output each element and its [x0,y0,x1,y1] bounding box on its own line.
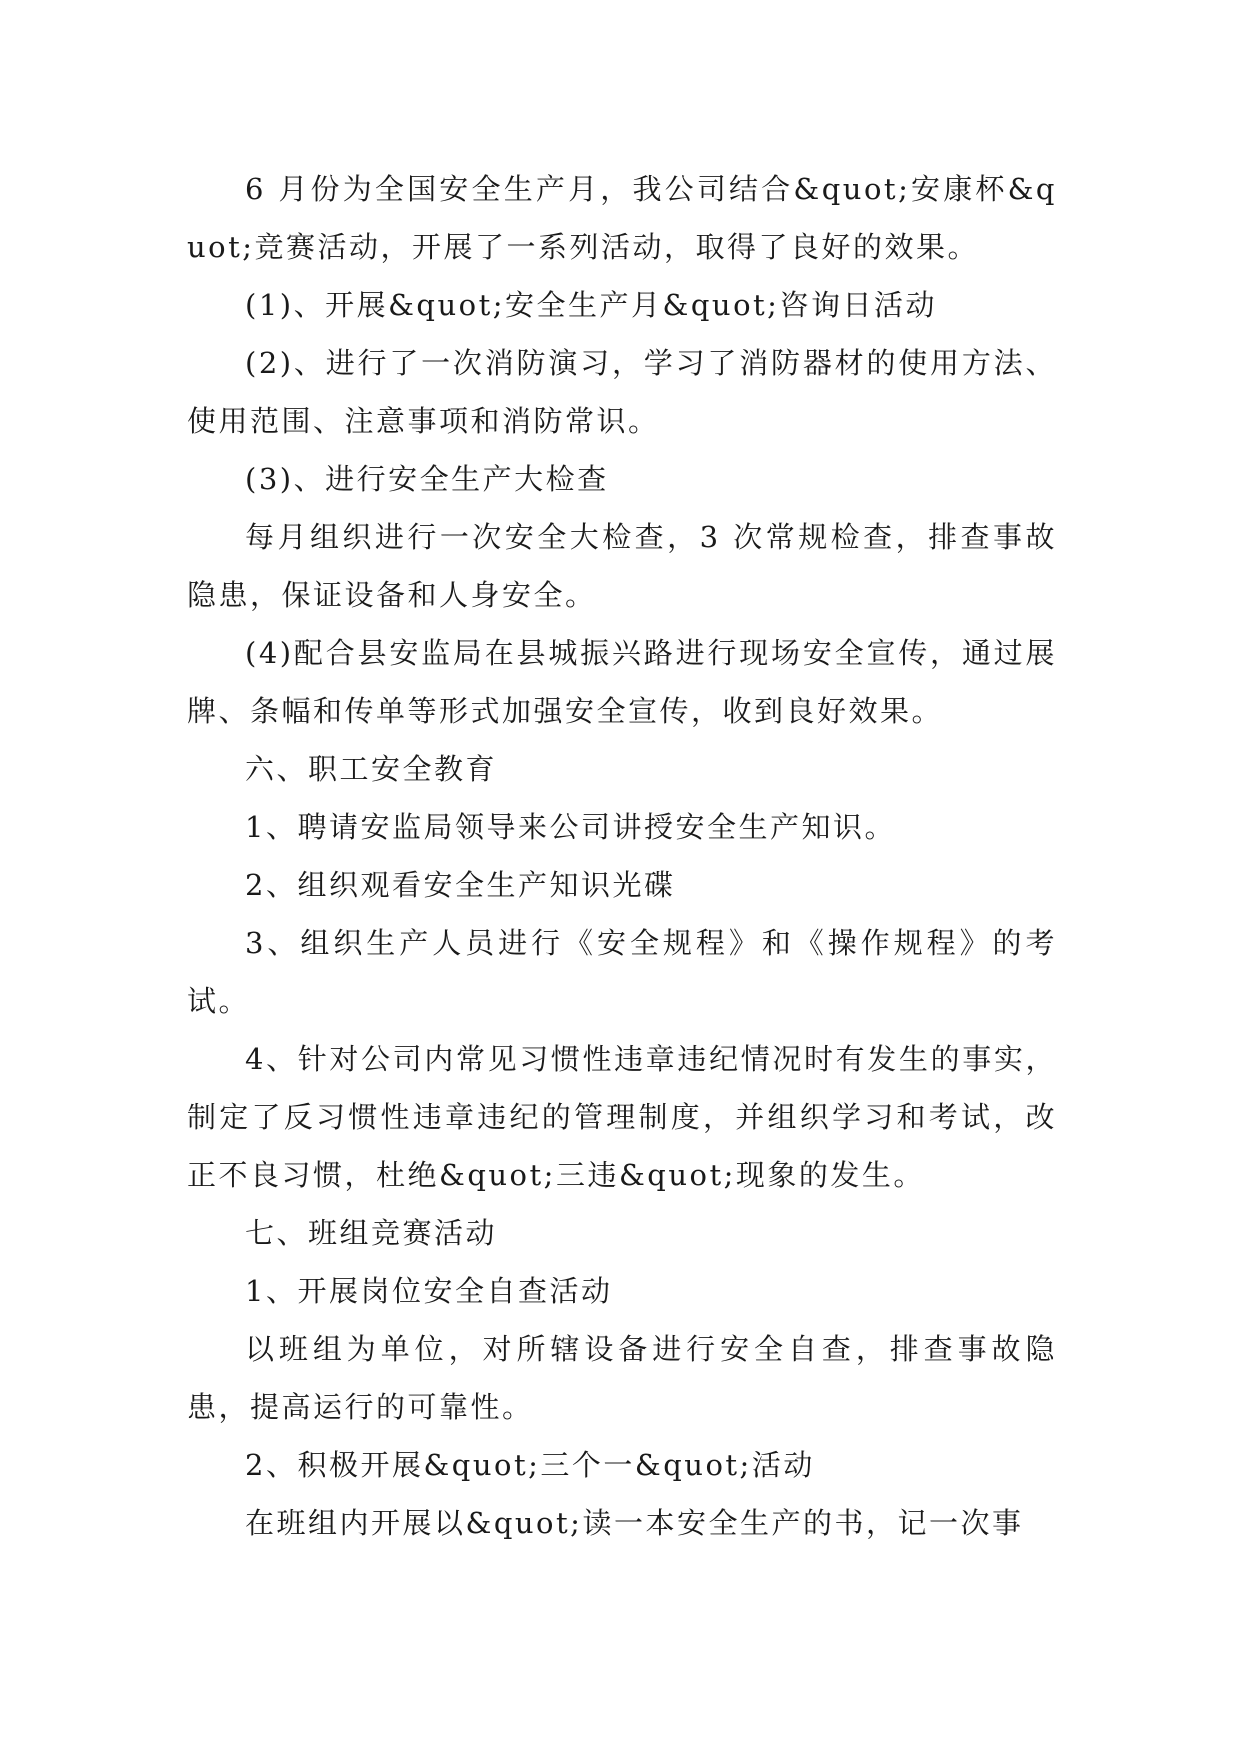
paragraph-education-1: 1、聘请安监局领导来公司讲授安全生产知识。 [245,810,896,844]
paragraph-item-3-inspection: (3)、进行安全生产大检查 [245,462,609,496]
paragraph-education-3: 3、组织生产人员进行《安全规程》和《操作规程》的考试。 [187,926,1057,1018]
paragraph-item-1-consultation-day: (1)、开展&quot;安全生产月&quot;咨询日活动 [245,288,937,322]
section-heading-team-competition: 七、班组竞赛活动 [245,1216,498,1250]
paragraph-education-4: 4、针对公司内常见习惯性违章违纪情况时有发生的事实，制定了反习惯性违章违纪的管理制度，并组织学习和考试，改正不良习惯，杜绝&quot;三违&quot;现象的发生。 [187,1042,1057,1192]
document-body [187,160,1057,1552]
paragraph-safety-month-intro: 6 月份为全国安全生产月，我公司结合&quot;安康杯&quot;竞赛活动，开展了一系列活动，取得了良好的效果。 [187,172,1057,264]
paragraph-monthly-inspection: 每月组织进行一次安全大检查，3 次常规检查，排查事故隐患，保证设备和人身安全。 [187,520,1057,612]
paragraph-item-4-publicity: (4)配合县安监局在县城振兴路进行现场安全宣传，通过展牌、条幅和传单等形式加强安全宣传，收到良好效果。 [187,636,1057,728]
paragraph-education-2: 2、组织观看安全生产知识光碟 [245,868,676,902]
paragraph-three-ones-detail: 在班组内开展以&quot;读一本安全生产的书，记一次事 [245,1506,1024,1540]
paragraph-competition-1: 1、开展岗位安全自查活动 [245,1274,613,1308]
paragraph-self-inspection: 以班组为单位，对所辖设备进行安全自查，排查事故隐患，提高运行的可靠性。 [187,1332,1057,1424]
paragraph-item-2-fire-drill: (2)、进行了一次消防演习，学习了消防器材的使用方法、使用范围、注意事项和消防常识。 [187,346,1057,438]
paragraph-competition-2: 2、积极开展&quot;三个一&quot;活动 [245,1448,815,1482]
section-heading-staff-education: 六、职工安全教育 [245,752,498,786]
